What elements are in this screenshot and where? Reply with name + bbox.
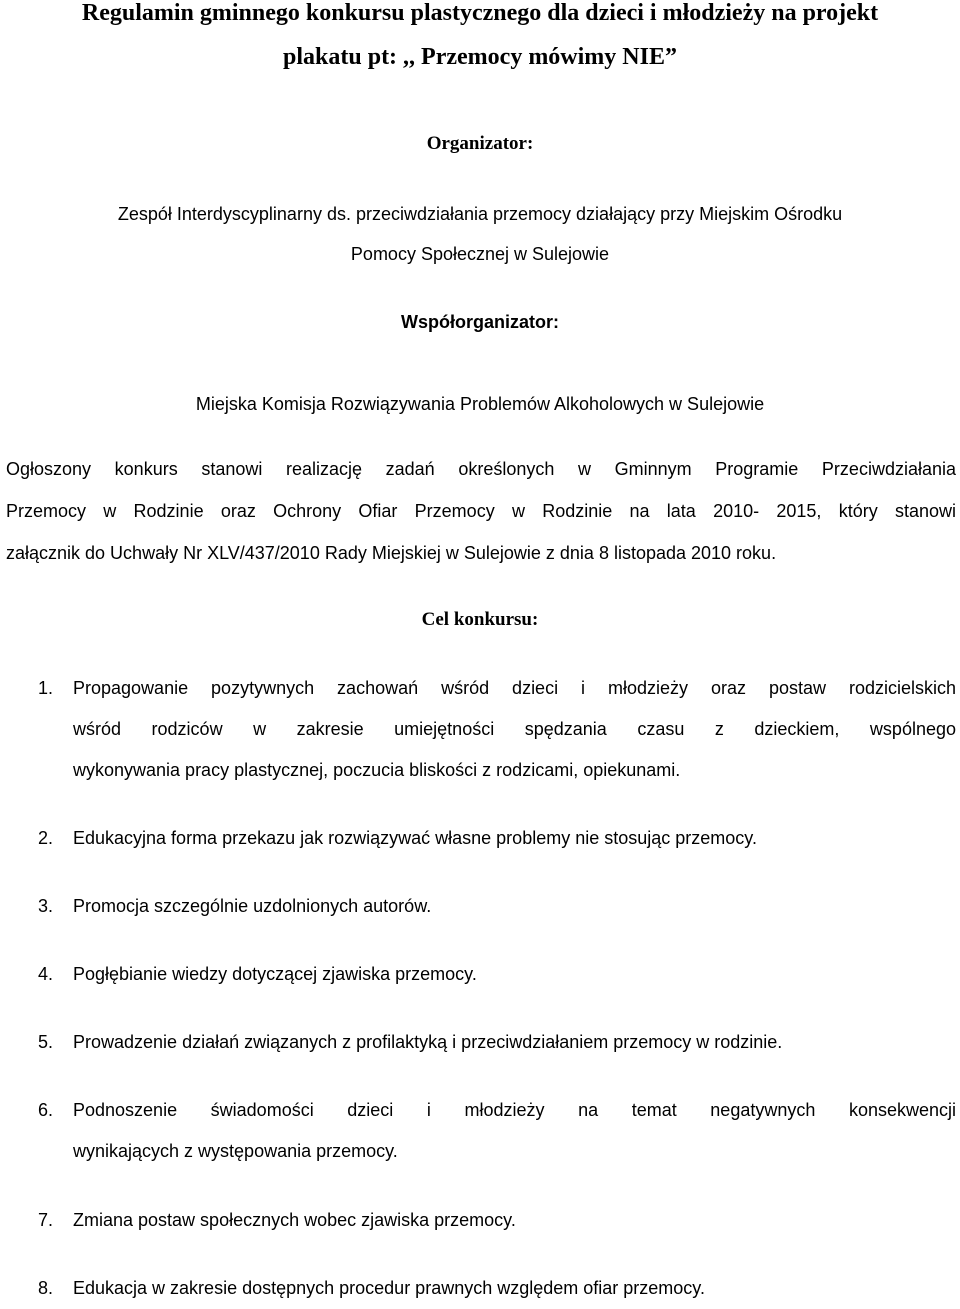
goal-line: Pogłębianie wiedzy dotyczącej zjawiska przemocy. <box>73 964 477 984</box>
goal-item-3 <box>38 886 956 927</box>
goal-item-1 <box>38 668 956 791</box>
goal-item-4 <box>38 954 956 995</box>
organizer-heading: Organizator: <box>426 133 534 154</box>
goal-text <box>73 668 956 791</box>
goal-line: Zmiana postaw społecznych wobec zjawiska przemocy. <box>73 1210 516 1230</box>
goal-line: Podnoszenie świadomości dzieci i młodzieży na temat negatywnych konsekwencji <box>73 1100 956 1120</box>
goal-item-8 <box>38 1268 956 1309</box>
goal-text <box>73 1200 956 1241</box>
goal-text <box>73 818 956 859</box>
goal-number: 2. <box>38 828 54 848</box>
goal-number: 4. <box>38 964 54 984</box>
goal-line: Prowadzenie działań związanych z profilaktyką i przeciwdziałaniem przemocy w rodzinie. <box>73 1032 783 1052</box>
organizer-text-line-1: Zespół Interdyscyplinarny ds. przeciwdziałania przemocy działający przy Miejskim Ośrodku <box>117 204 843 224</box>
goal-text <box>73 1090 956 1172</box>
goal-number: 3. <box>38 896 54 916</box>
goal-line: wśród rodziców w zakresie umiejętności spędzania czasu z dzieckiem, wspólnego <box>73 719 956 739</box>
goal-number: 6. <box>38 1100 54 1120</box>
goal-item-7 <box>38 1200 956 1241</box>
document-title-line-2: plakatu pt: ,, Przemocy mówimy NIE” <box>283 44 677 70</box>
goal-line: wykonywania pracy plastycznej, poczucia bliskości z rodzicami, opiekunami. <box>73 760 681 780</box>
announcement-paragraph <box>6 448 956 574</box>
goal-item-2 <box>38 818 956 859</box>
announcement-line: Przemocy w Rodzinie oraz Ochrony Ofiar Przemocy w Rodzinie na lata 2010- 2015, który stanowi <box>6 501 956 521</box>
goal-text <box>73 1022 956 1063</box>
goal-heading: Cel konkursu: <box>421 609 539 630</box>
coorganizer-text: Miejska Komisja Rozwiązywania Problemów Alkoholowych w Sulejowie <box>195 394 765 414</box>
organizer-text-line-2: Pomocy Społecznej w Sulejowie <box>350 244 610 264</box>
goal-item-6 <box>38 1090 956 1172</box>
goal-line: Edukacyjna forma przekazu jak rozwiązywać własne problemy nie stosując przemocy. <box>73 828 757 848</box>
goal-line: Promocja szczególnie uzdolnionych autorów. <box>73 896 432 916</box>
goal-line: Edukacja w zakresie dostępnych procedur prawnych względem ofiar przemocy. <box>73 1278 705 1298</box>
announcement-line: Ogłoszony konkurs stanowi realizację zadań określonych w Gminnym Programie Przeciwdziałania <box>6 459 956 479</box>
document-title-line-1: Regulamin gminnego konkursu plastycznego dla dzieci i młodzieży na projekt <box>81 0 879 26</box>
goal-line: Propagowanie pozytywnych zachowań wśród dzieci i młodzieży oraz postaw rodzicielskich <box>73 678 956 698</box>
goal-line: wynikających z występowania przemocy. <box>73 1141 398 1161</box>
goal-number: 5. <box>38 1032 54 1052</box>
goal-number: 8. <box>38 1278 54 1298</box>
coorganizer-heading: Współorganizator: <box>401 312 559 332</box>
goal-text <box>73 886 956 927</box>
announcement-line: załącznik do Uchwały Nr XLV/437/2010 Rady Miejskiej w Sulejowie z dnia 8 listopada 2010 roku. <box>6 543 777 563</box>
goal-text <box>73 1268 956 1309</box>
goal-item-5 <box>38 1022 956 1063</box>
goal-number: 7. <box>38 1210 54 1230</box>
goal-number: 1. <box>38 678 54 698</box>
goal-text <box>73 954 956 995</box>
